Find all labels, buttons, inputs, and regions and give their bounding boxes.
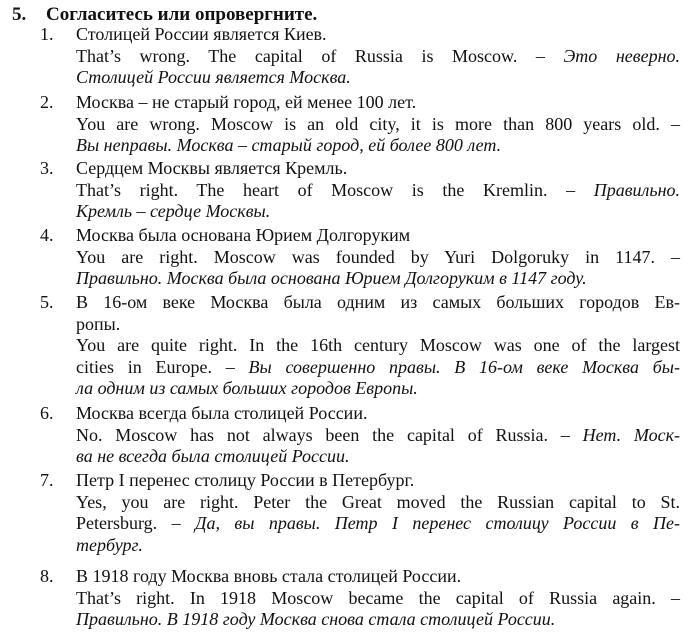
item-body [76, 225, 680, 290]
item-statement: Москва – не старый город, ей менее 100 лет. [76, 92, 417, 112]
item-statement: ропы. [76, 313, 121, 334]
item-answer-line: ва не всегда была столицей России. [76, 446, 350, 466]
item-answer-line: Вы неправы. Москва – старый город, ей более 800 лет. [76, 135, 502, 155]
exercise-title: Согласитесь или опровергните. [46, 4, 318, 25]
item-statement: В 1918 году Москва вновь стала столицей России. [76, 566, 462, 586]
item-statement: Столицей России является Киев. [76, 24, 327, 44]
item-answer-line: You are wrong. Moscow is an old city, it is more than 800 years old. – [76, 113, 680, 134]
item-answer-line: That’s wrong. The capital of Russia is Moscow. – Это неверно. [76, 45, 680, 66]
item-answer-line: You are quite right. In the 16th century Moscow was one of the largest [76, 335, 680, 355]
item-body [76, 566, 680, 631]
item-number: 6. [40, 403, 54, 423]
item-answer-line: Правильно. В 1918 году Москва снова стала столицей России. [76, 609, 556, 629]
item-statement: Москва была основана Юрием Долгоруким [76, 225, 411, 245]
item-answer-line: Petersburg. – Да, вы правы. Петр I перенес столицу России в Пе- [76, 513, 680, 533]
item-body [76, 24, 680, 89]
item-statement: Петр I перенес столицу России в Петербург. [76, 470, 415, 490]
item-answer-line: Yes, you are right. Peter the Great moved the Russian capital to St. [76, 491, 680, 512]
item-body [76, 158, 680, 223]
item-statement: В 16-ом веке Москва была одним из самых больших городов Ев- [76, 292, 680, 312]
item-number: 4. [40, 225, 54, 245]
item-answer-line: You are right. Moscow was founded by Yuri Dolgoruky in 1147. – [76, 246, 680, 267]
item-answer-line: Кремль – сердце Москвы. [76, 201, 271, 221]
item-answer-line: That’s right. The heart of Moscow is the Kremlin. – Правильно. [76, 179, 681, 200]
item-answer-line: No. Moscow has not always been the capital of Russia. – Нет. Моск- [76, 424, 680, 445]
item-body [76, 292, 680, 400]
exercise-number: 5. [12, 4, 27, 25]
item-body [76, 470, 680, 556]
item-number: 8. [40, 566, 54, 586]
item-answer-line: cities in Europe. – Вы совершенно правы. В 16-ом веке Москва бы- [76, 356, 680, 377]
item-statement: Сердцем Москвы является Кремль. [76, 158, 348, 178]
item-answer-line: ла одним из самых больших городов Европы. [76, 378, 418, 398]
item-statement: Москва всегда была столицей России. [76, 403, 368, 423]
item-body [76, 403, 680, 468]
item-answer-line: тербург. [76, 534, 143, 555]
item-number: 2. [40, 92, 54, 112]
item-number: 3. [40, 158, 54, 178]
item-answer-line: That’s right. In 1918 Moscow became the capital of Russia again. – [76, 587, 680, 608]
item-body [76, 92, 680, 157]
item-number: 5. [40, 292, 54, 312]
item-number: 7. [40, 470, 54, 490]
item-answer-line: Столицей России является Москва. [76, 67, 351, 87]
item-number: 1. [40, 24, 54, 44]
item-answer-line: Правильно. Москва была основана Юрием Долгоруким в 1147 году. [76, 268, 587, 288]
